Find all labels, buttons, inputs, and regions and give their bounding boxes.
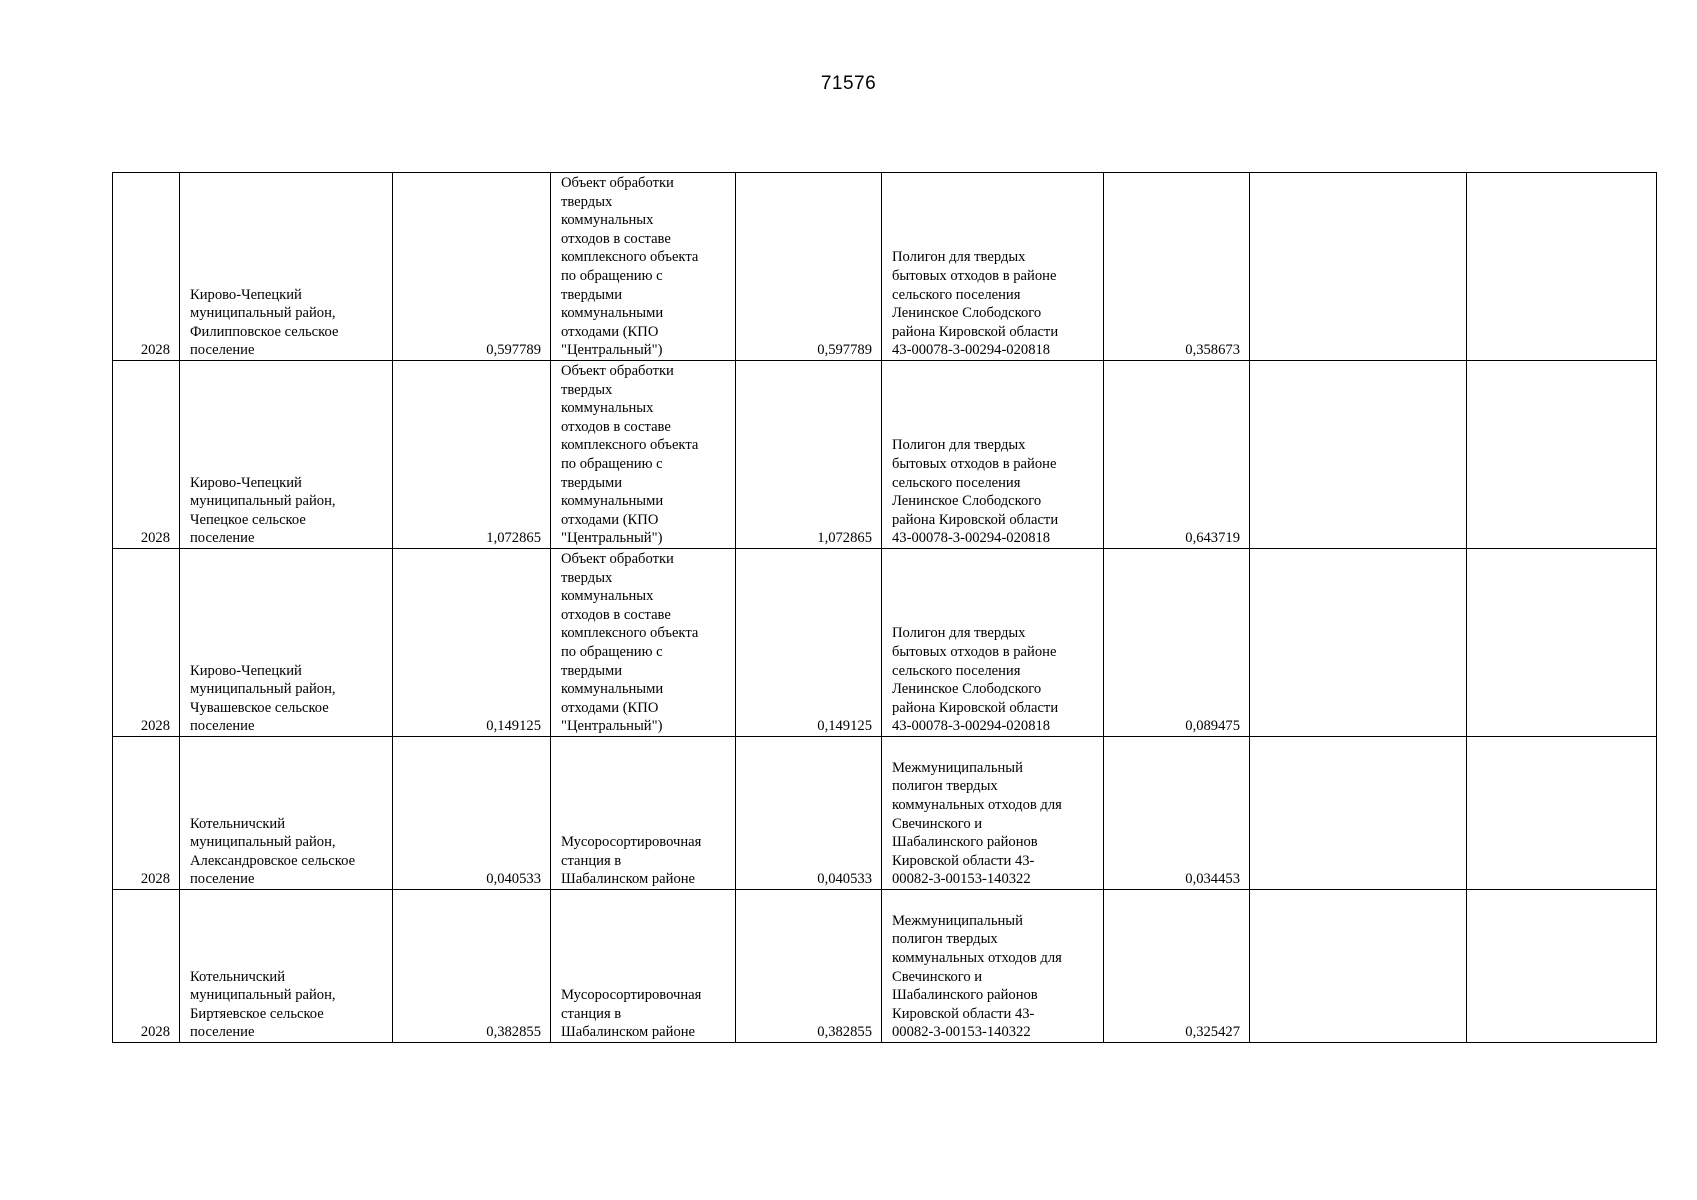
facility-volume-cell: 0,149125 (736, 549, 882, 737)
landfill-cell: Межмуниципальный полигон твердых коммунальных отходов для Свечинского и Шабалинского районов Кировской области 43- 00082-3-00153-140322 (882, 737, 1104, 890)
empty-cell (1467, 737, 1657, 890)
empty-cell (1467, 361, 1657, 549)
year-cell: 2028 (113, 549, 180, 737)
landfill-cell: Полигон для твердых бытовых отходов в районе сельского поселения Ленинское Слободского района Кировской области 43-00078-3-00294-020818 (882, 173, 1104, 361)
waste-flow-table (112, 172, 1657, 1043)
empty-cell (1467, 173, 1657, 361)
volume-cell: 0,040533 (393, 737, 551, 890)
year-cell: 2028 (113, 737, 180, 890)
landfill-volume-cell: 0,034453 (1104, 737, 1250, 890)
empty-cell (1467, 549, 1657, 737)
landfill-volume-cell: 0,643719 (1104, 361, 1250, 549)
facility-volume-cell: 1,072865 (736, 361, 882, 549)
empty-cell (1250, 890, 1467, 1043)
landfill-cell: Межмуниципальный полигон твердых коммунальных отходов для Свечинского и Шабалинского районов Кировской области 43- 00082-3-00153-140322 (882, 890, 1104, 1043)
year-cell: 2028 (113, 173, 180, 361)
volume-cell: 0,597789 (393, 173, 551, 361)
facility-cell: Мусоросортировочная станция в Шабалинском районе (551, 737, 736, 890)
landfill-cell: Полигон для твердых бытовых отходов в районе сельского поселения Ленинское Слободского района Кировской области 43-00078-3-00294-020818 (882, 549, 1104, 737)
empty-cell (1250, 173, 1467, 361)
empty-cell (1250, 361, 1467, 549)
table-row (113, 890, 1657, 1043)
municipality-cell: Кирово-Чепецкий муниципальный район, Чувашевское сельское поселение (180, 549, 393, 737)
volume-cell: 0,149125 (393, 549, 551, 737)
page-number: 71576 (820, 73, 877, 94)
landfill-volume-cell: 0,325427 (1104, 890, 1250, 1043)
municipality-cell: Котельничский муниципальный район, Биртяевское сельское поселение (180, 890, 393, 1043)
empty-cell (1250, 737, 1467, 890)
municipality-cell: Котельничский муниципальный район, Александровское сельское поселение (180, 737, 393, 890)
table-row (113, 173, 1657, 361)
landfill-volume-cell: 0,358673 (1104, 173, 1250, 361)
facility-cell: Мусоросортировочная станция в Шабалинском районе (551, 890, 736, 1043)
facility-volume-cell: 0,382855 (736, 890, 882, 1043)
table-row (113, 361, 1657, 549)
empty-cell (1467, 890, 1657, 1043)
empty-cell (1250, 549, 1467, 737)
table-row (113, 737, 1657, 890)
year-cell: 2028 (113, 361, 180, 549)
table-row (113, 549, 1657, 737)
volume-cell: 1,072865 (393, 361, 551, 549)
landfill-cell: Полигон для твердых бытовых отходов в районе сельского поселения Ленинское Слободского района Кировской области 43-00078-3-00294-020818 (882, 361, 1104, 549)
facility-volume-cell: 0,040533 (736, 737, 882, 890)
facility-cell: Объект обработки твердых коммунальных отходов в составе комплексного объекта по обращению с твердыми коммунальными отходами (КПО "Центральный") (551, 549, 736, 737)
facility-volume-cell: 0,597789 (736, 173, 882, 361)
landfill-volume-cell: 0,089475 (1104, 549, 1250, 737)
volume-cell: 0,382855 (393, 890, 551, 1043)
municipality-cell: Кирово-Чепецкий муниципальный район, Чепецкое сельское поселение (180, 361, 393, 549)
year-cell: 2028 (113, 890, 180, 1043)
municipality-cell: Кирово-Чепецкий муниципальный район, Филипповское сельское поселение (180, 173, 393, 361)
facility-cell: Объект обработки твердых коммунальных отходов в составе комплексного объекта по обращению с твердыми коммунальными отходами (КПО "Центральный") (551, 361, 736, 549)
facility-cell: Объект обработки твердых коммунальных отходов в составе комплексного объекта по обращению с твердыми коммунальными отходами (КПО "Центральный") (551, 173, 736, 361)
